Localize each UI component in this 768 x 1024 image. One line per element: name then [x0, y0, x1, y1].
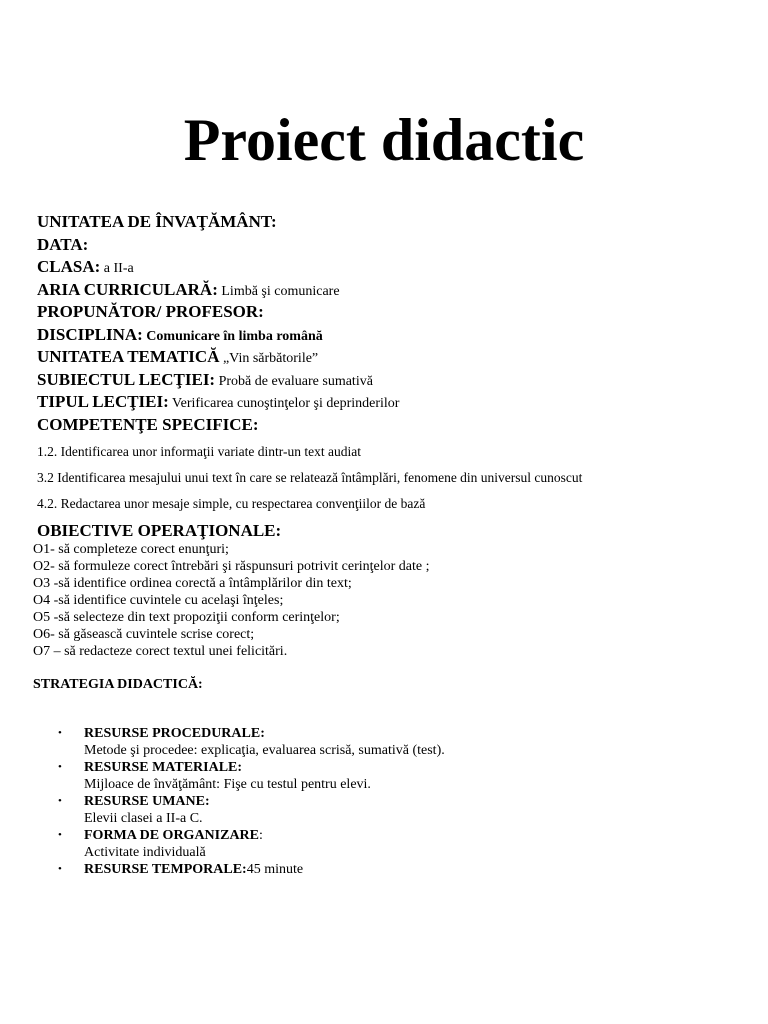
resource-item-temporale — [58, 861, 445, 878]
resource-label: FORMA DE ORGANIZARE — [84, 828, 260, 843]
bullet-icon: • — [58, 829, 62, 841]
field-clasa — [37, 256, 399, 279]
objectives-heading: OBIECTIVE OPERAŢIONALE: — [37, 521, 282, 540]
resource-item-forma-organizare — [58, 827, 445, 861]
resource-item-materiale — [58, 759, 445, 793]
bullet-icon: • — [58, 795, 62, 807]
resource-label: RESURSE UMANE: — [84, 794, 210, 809]
resource-detail: Metode şi procedee: explicaţia, evaluarea scrisă, sumativă (test). — [84, 743, 445, 758]
bullet-icon: • — [58, 727, 62, 739]
resource-heading-line — [84, 827, 445, 844]
resources-list — [58, 725, 445, 878]
field-label: DATA: — [37, 234, 89, 254]
field-competente — [37, 414, 399, 437]
lesson-info-fields — [37, 211, 399, 436]
objective-item: O7 – să redacteze corect textul unei felicitări. — [33, 644, 288, 659]
resource-item-umane — [58, 793, 445, 827]
competences-list — [37, 443, 582, 521]
resource-heading-line — [84, 759, 445, 776]
resource-heading-line — [84, 861, 445, 878]
field-value: a II-a — [100, 261, 134, 276]
document-title: Proiect didactic — [183, 107, 585, 173]
resource-item-procedurale — [58, 725, 445, 759]
objective-item: O6- să găsească cuvintele scrise corect; — [33, 627, 255, 642]
field-label: DISCIPLINA: — [37, 324, 143, 344]
competence-item: 3.2 Identificarea mesajului unui text în care se relatează întâmplări, fenomene din universul cunoscut — [37, 470, 583, 485]
field-unitatea — [37, 211, 399, 234]
objective-item: O2- să formuleze corect întrebări şi răspunsuri potrivit cerinţelor date ; — [33, 559, 430, 574]
resource-label: RESURSE PROCEDURALE: — [84, 726, 265, 741]
field-tipul — [37, 391, 399, 414]
resource-heading-line — [84, 725, 445, 742]
field-propunator — [37, 301, 399, 324]
competence-item: 1.2. Identificarea unor informaţii variate dintr-un text audiat — [37, 444, 361, 459]
field-value: Verificarea cunoştinţelor şi deprinderilor — [168, 396, 400, 411]
field-unitatea-tematica — [37, 346, 399, 369]
resource-detail: Activitate individuală — [84, 845, 206, 860]
bullet-icon: • — [58, 761, 62, 773]
objective-item: O4 -să identifice cuvintele cu acelaşi înţeles; — [33, 593, 284, 608]
resource-tail: : — [259, 828, 263, 843]
field-data — [37, 234, 399, 257]
field-label: PROPUNĂTOR/ PROFESOR: — [37, 302, 264, 321]
objective-item: O5 -să selecteze din text propoziţii conform cerinţelor; — [33, 610, 340, 625]
field-value: Limbă şi comunicare — [217, 283, 340, 299]
objective-item: O3 -să identifice ordinea corectă a întâmplărilor din text; — [33, 576, 352, 591]
competence-item: 4.2. Redactarea unor mesaje simple, cu respectarea convenţiilor de bază — [37, 496, 426, 511]
resource-label: RESURSE TEMPORALE: — [84, 862, 247, 877]
field-label: SUBIECTUL LECŢIEI: — [37, 369, 216, 389]
field-value: „Vin sărbătorile” — [219, 351, 319, 366]
field-subiectul — [37, 369, 399, 392]
resource-detail: Mijloace de învăţământ: Fişe cu testul pentru elevi. — [84, 777, 371, 792]
objectives-list — [33, 541, 430, 660]
field-disciplina — [37, 324, 399, 347]
resource-detail: Elevii clasei a II-a C. — [84, 811, 203, 826]
field-label: CLASA: — [37, 257, 101, 276]
strategy-heading: STRATEGIA DIDACTICĂ: — [33, 677, 203, 692]
field-label: TIPUL LECŢIEI: — [37, 392, 169, 411]
field-aria-curriculara — [37, 279, 399, 302]
resource-tail: 45 minute — [246, 862, 304, 877]
resource-heading-line — [84, 793, 445, 810]
field-label: UNITATEA DE ÎNVAŢĂMÂNT: — [37, 212, 277, 231]
field-value: Probă de evaluare sumativă — [215, 373, 373, 389]
field-label: UNITATEA TEMATICĂ — [37, 347, 220, 366]
objective-item: O1- să completeze corect enunţuri; — [33, 542, 229, 557]
field-label: COMPETENŢE SPECIFICE: — [37, 414, 259, 434]
field-label: ARIA CURRICULARĂ: — [37, 279, 218, 299]
field-value: Comunicare în limba română — [142, 328, 323, 344]
bullet-icon: • — [58, 863, 62, 875]
resource-label: RESURSE MATERIALE: — [84, 760, 243, 775]
